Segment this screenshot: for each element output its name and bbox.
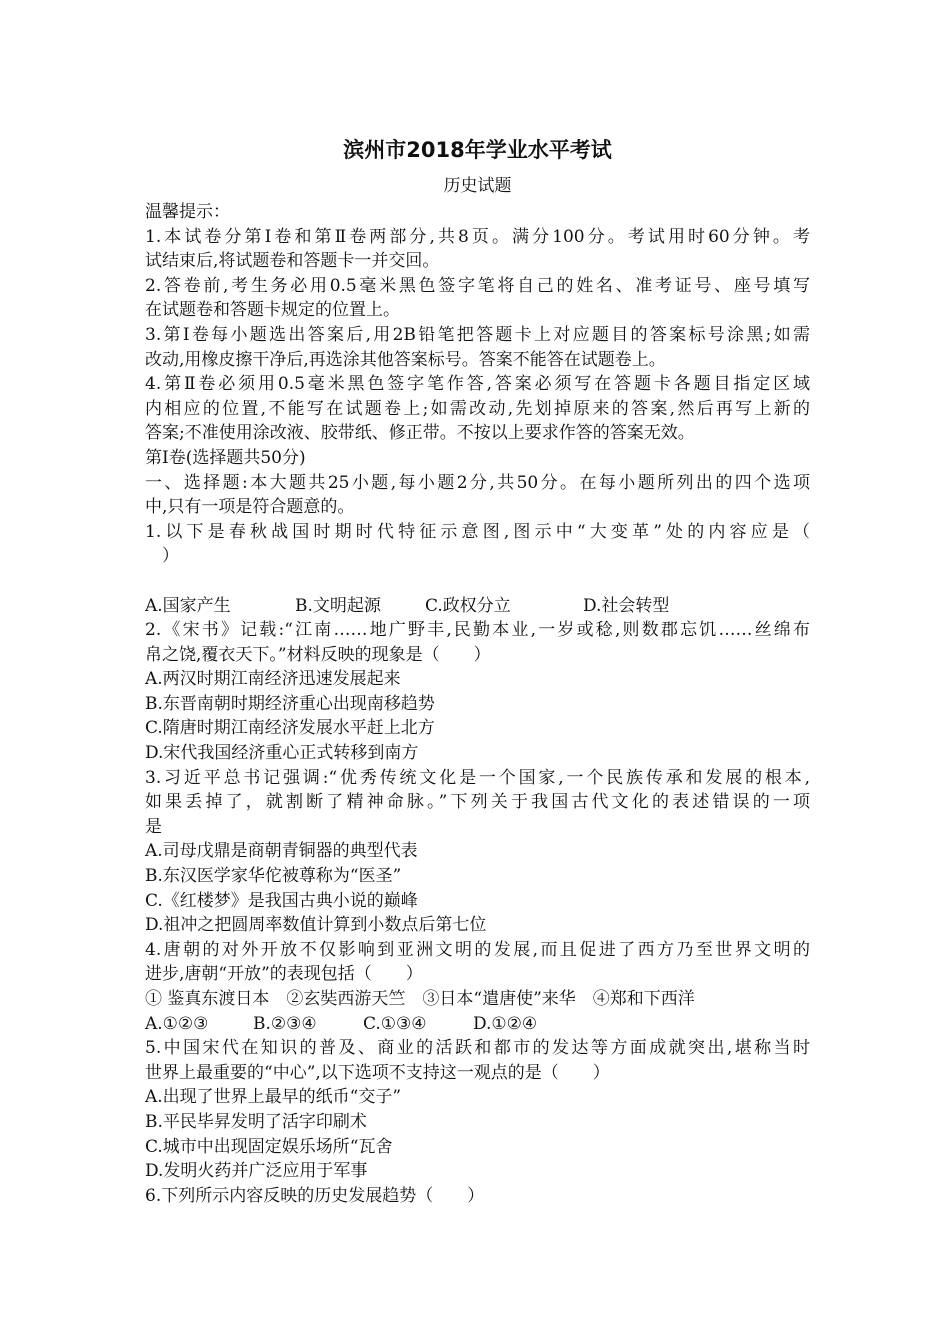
option-b: B.文明起源 xyxy=(295,595,381,616)
question-5-stem: 5.中国宋代在知识的普及、商业的活跃和都市的发达等方面成就突出,堪称当时 xyxy=(145,1038,810,1059)
option-b: B.东晋南朝时期经济重心出现南移趋势 xyxy=(145,693,435,714)
option-d: D.社会转型 xyxy=(583,595,670,616)
question-4-options xyxy=(145,1012,810,1037)
option-a: A.出现了世界上最早的纸币“交子” xyxy=(145,1087,402,1108)
option-a: A.①②③ xyxy=(145,1013,209,1034)
tips-line: 4.第Ⅱ卷必须用0.5毫米黑色签字笔作答,答案必须写在答题卡各题目指定区域 xyxy=(145,374,810,395)
tips-line: 改动,用橡皮擦干净后,再选涂其他答案标号。答案不能答在试题卷上。 xyxy=(145,349,666,370)
tips-heading: 温馨提示： xyxy=(145,202,230,222)
section-heading: 第I卷(选择题共50分) xyxy=(145,447,306,468)
question-1-stem: 1.以下是春秋战国时期时代特征示意图,图示中“大变革”处的内容应是（ xyxy=(145,521,810,542)
tips-line: 试结束后,将试题卷和答题卡一并交回。 xyxy=(145,251,440,272)
question-4-stem: 4.唐朝的对外开放不仅影响到亚洲文明的发展,而且促进了西方乃至世界文明的 xyxy=(145,939,810,960)
option-c: C.《红楼梦》是我国古典小说的巅峰 xyxy=(145,890,418,911)
question-1-stem: ） xyxy=(145,546,179,567)
exam-body xyxy=(145,200,810,1208)
question-1-options xyxy=(145,594,810,619)
option-d: D.发明火药并广泛应用于军事 xyxy=(145,1161,368,1182)
option-c: C.①③④ xyxy=(363,1013,427,1034)
question-2-stem: 帛之饶,覆衣天下。”材料反映的现象是（ ） xyxy=(145,644,491,665)
option-d: D.①②④ xyxy=(473,1013,538,1034)
question-4-stem: 进步,唐朝“开放”的表现包括（ ） xyxy=(145,964,423,985)
tips-line: 2.答卷前,考生务必用0.5毫米黑色签字笔将自己的姓名、准考证号、座号填写 xyxy=(145,275,810,296)
option-d: D.祖冲之把圆周率数值计算到小数点后第七位 xyxy=(145,915,487,936)
tips-line: 内相应的位置,不能写在试题卷上;如需改动,先划掉原来的答案,然后再写上新的 xyxy=(145,398,810,419)
option-a: A.两汉时期江南经济迅速发展起来 xyxy=(145,669,401,690)
tips-line: 答案;不准使用涂改液、胶带纸、修正带。不按以上要求作答的答案无效。 xyxy=(145,423,695,444)
tips-line: 在试题卷和答题卡规定的位置上。 xyxy=(145,300,400,321)
option-d: D.宋代我国经济重心正式转移到南方 xyxy=(145,743,419,764)
question-4-items: ① 鉴真东渡日本 ②玄奘西游天竺 ③日本“遣唐使”来华 ④郑和下西洋 xyxy=(145,989,695,1009)
question-2-stem: 2.《宋书》记载:“江南……地广野丰,民勤本业,一岁或稔,则数郡忘饥……丝绵布 xyxy=(145,620,810,641)
question-5-stem: 世界上最重要的“中心”,以下选项不支持这一观点的是（ ） xyxy=(145,1062,610,1083)
question-1-figure-space xyxy=(145,569,810,594)
exam-subtitle: 历史试题 xyxy=(443,176,512,196)
section-intro: 中,只有一项是符合题意的。 xyxy=(145,497,355,518)
option-a: A.司母戊鼎是商朝青铜器的典型代表 xyxy=(145,841,418,862)
option-c: C.政权分立 xyxy=(425,595,511,616)
option-b: B.②③④ xyxy=(253,1013,317,1034)
question-3-stem: 如果丢掉了，就割断了精神命脉。”下列关于我国古代文化的表述错误的一项 xyxy=(145,792,810,813)
option-b: B.东汉医学家华佗被尊称为“医圣” xyxy=(145,866,402,887)
tips-line: 1.本试卷分第Ⅰ卷和第Ⅱ卷两部分,共8页。满分100分。考试用时60分钟。考 xyxy=(145,226,810,247)
question-3-stem: 3.习近平总书记强调:“优秀传统文化是一个国家,一个民族传承和发展的根本, xyxy=(145,767,810,788)
question-6-stem: 6.下列所示内容反映的历史发展趋势（ ） xyxy=(145,1185,485,1206)
section-intro: 一、选择题:本大题共25小题,每小题2分,共50分。在每小题所列出的四个选项 xyxy=(145,472,810,493)
option-a: A.国家产生 xyxy=(145,595,231,616)
option-c: C.城市中出现固定娱乐场所“瓦舍 xyxy=(145,1136,393,1157)
tips-line: 3.第I卷每小题选出答案后,用2B铅笔把答题卡上对应题目的答案标号涂黑;如需 xyxy=(145,324,810,345)
option-b: B.平民毕昇发明了活字印刷术 xyxy=(145,1111,367,1132)
exam-title: 滨州市2018年学业水平考试 xyxy=(343,138,612,162)
question-3-stem: 是 xyxy=(145,816,162,837)
option-c: C.隋唐时期江南经济发展水平赶上北方 xyxy=(145,718,435,739)
